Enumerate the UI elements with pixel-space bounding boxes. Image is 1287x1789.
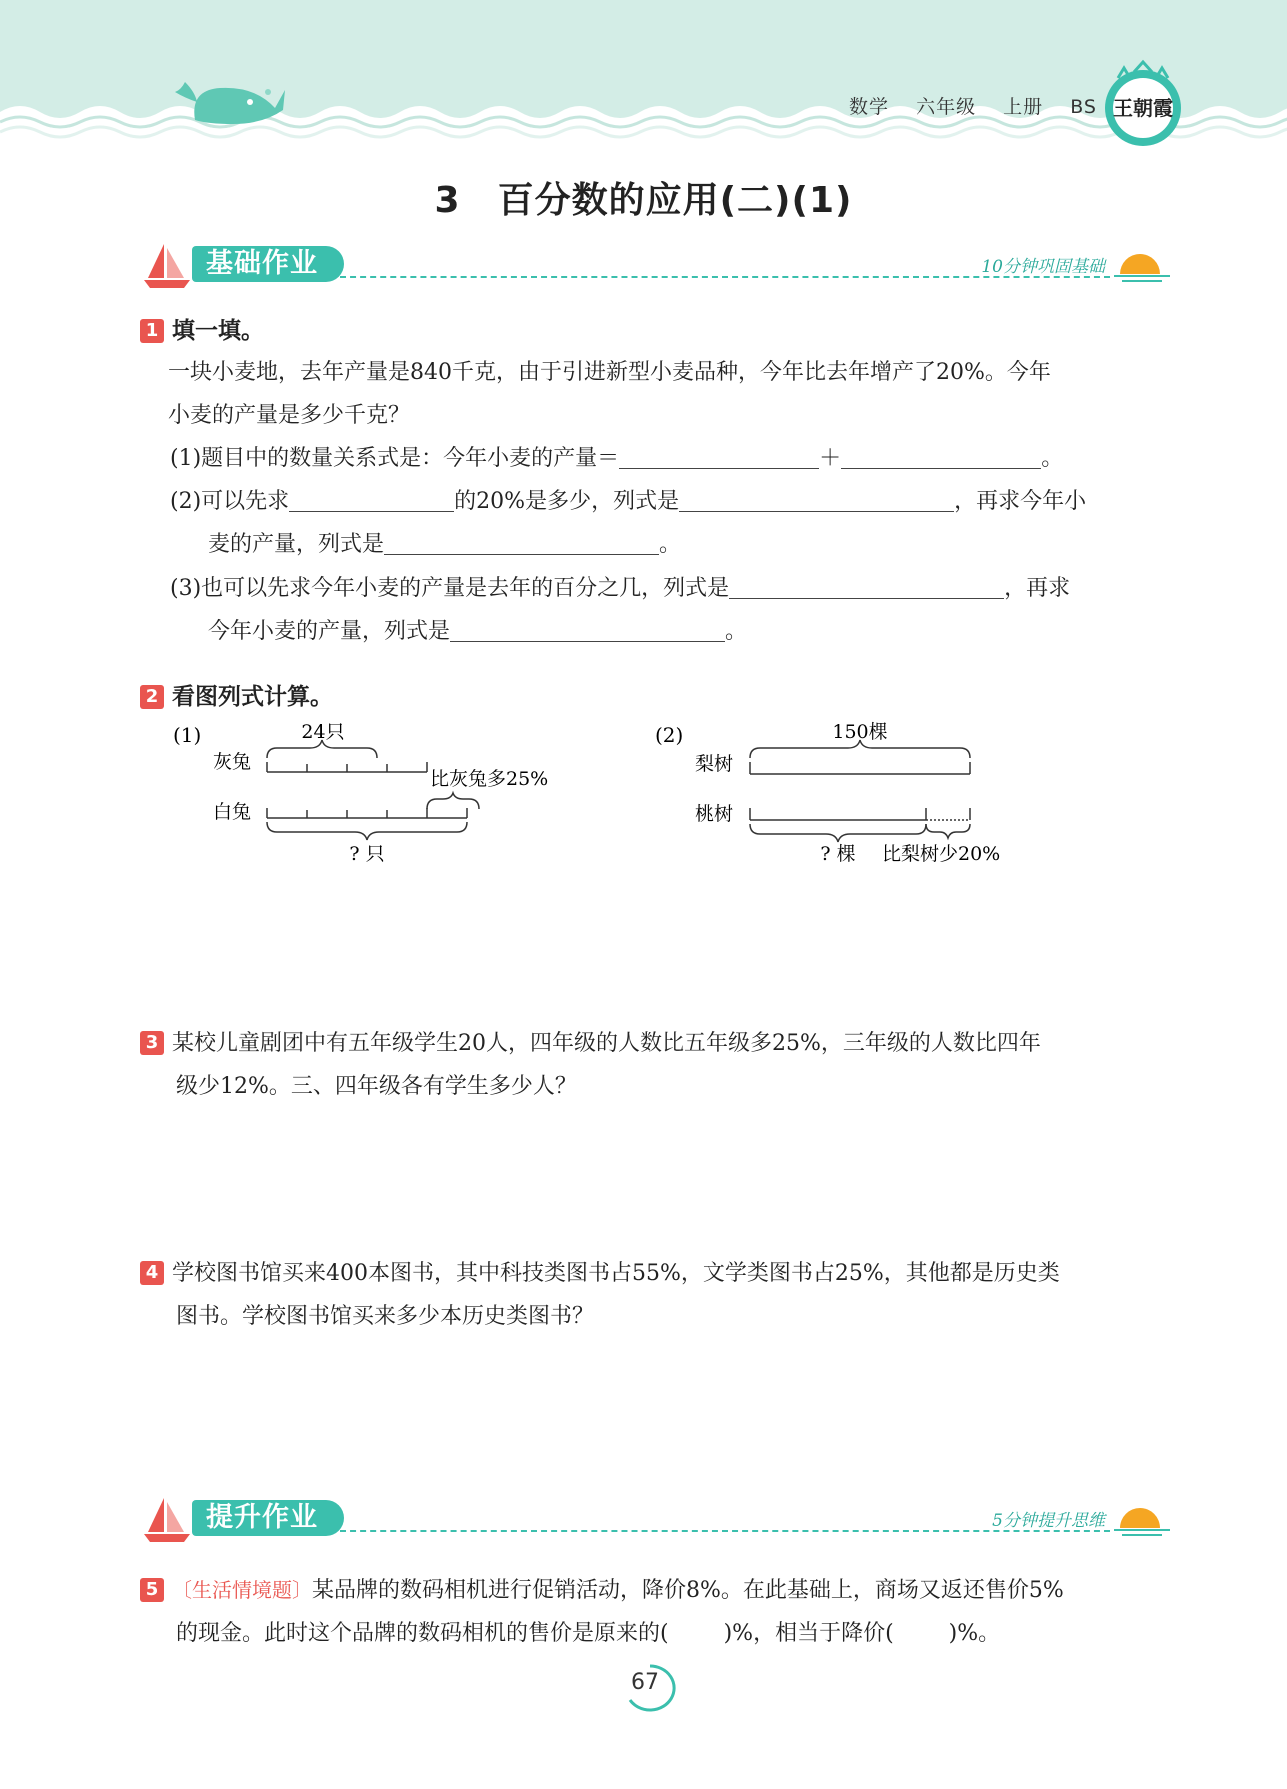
- brand-name: 王朝霞: [1113, 96, 1173, 120]
- answer-blank[interactable]: [619, 442, 819, 469]
- fig1-bottom-label: ? 只: [349, 843, 385, 865]
- sunset-icon: [1112, 244, 1172, 284]
- fig1-row1-label: 灰兔: [213, 751, 252, 773]
- fig2-note: 比梨树少20%: [882, 843, 1001, 865]
- question-number: 4: [140, 1261, 164, 1285]
- figure-label: (1): [173, 723, 202, 747]
- question-number: 3: [140, 1031, 164, 1055]
- q1-part2-cont: [208, 523, 681, 566]
- q1-part2-text: ，再求今年小: [954, 489, 1087, 514]
- figure-label: (2): [655, 723, 684, 747]
- period: 。: [725, 619, 748, 644]
- question-4: [140, 1252, 1060, 1295]
- q1-text-line1: 一块小麦地，去年产量是840千克，由于引进新型小麦品种，今年比去年增产了20%。今年: [168, 360, 1051, 385]
- sailboat-icon: [140, 1494, 194, 1546]
- q1-part2-text: 的20%是多少，列式是: [454, 489, 680, 514]
- q1-part2: [170, 480, 1086, 523]
- question-3: [140, 1022, 1041, 1065]
- section-basic-label: 基础作业: [192, 246, 344, 282]
- header-banner: [0, 0, 1287, 150]
- page-number: 67: [631, 1670, 659, 1695]
- q5-text: 的现金。此时这个品牌的数码相机的售价是原来的(: [176, 1621, 669, 1646]
- q1-part2-text: 麦的产量，列式是: [208, 532, 385, 557]
- section-advanced-label: 提升作业: [192, 1500, 344, 1536]
- answer-blank[interactable]: [289, 485, 454, 512]
- grade-label: 六年级: [916, 96, 977, 118]
- q5-text-line2: [176, 1612, 1000, 1655]
- q1-part3-text: ，再求: [1004, 576, 1071, 601]
- period: 。: [1041, 446, 1064, 471]
- section-basic: [140, 240, 1180, 292]
- volume-label: 上册: [1003, 96, 1044, 118]
- header-info: [829, 92, 1097, 119]
- answer-blank[interactable]: [841, 442, 1041, 469]
- answer-blank[interactable]: [384, 528, 659, 555]
- question-5: [140, 1569, 1064, 1612]
- q1-part2-text: (2)可以先求: [170, 489, 290, 514]
- q1-part1: [170, 437, 1063, 480]
- section-basic-hint: 10分钟巩固基础: [981, 257, 1105, 277]
- subject-label: 数学: [849, 96, 890, 118]
- q5-text: )%，相当于降价(: [723, 1621, 894, 1646]
- edition-label: BS: [1070, 96, 1097, 118]
- question-number: 5: [140, 1578, 164, 1602]
- q4-text-line2: 图书。学校图书馆买来多少本历史类图书？: [176, 1304, 595, 1329]
- fig1-row2-label: 白兔: [213, 801, 252, 823]
- question-title: 填一填。: [172, 318, 264, 344]
- q5-text-line1: 某品牌的数码相机进行促销活动，降价8%。在此基础上，商场又返还售价5%: [312, 1578, 1064, 1603]
- sunset-icon: [1112, 1498, 1172, 1538]
- fig2-bottom-label: ? 棵: [820, 843, 856, 865]
- q3-text-line2: 级少12%。三、四年级各有学生多少人？: [176, 1074, 577, 1099]
- q1-part3-text: 今年小麦的产量，列式是: [208, 619, 451, 644]
- q4-text-line1: 学校图书馆买来400本图书，其中科技类图书占55%，文学类图书占25%，其他都是历史类: [172, 1261, 1060, 1286]
- q1-part3-text: (3)也可以先求今年小麦的产量是去年的百分之几，列式是: [170, 576, 730, 601]
- sailboat-icon: [140, 240, 194, 292]
- answer-blank[interactable]: [729, 572, 1004, 599]
- section-advanced-hint: 5分钟提升思维: [992, 1511, 1105, 1531]
- question-number: 1: [140, 319, 164, 343]
- q1-part3-cont: [208, 610, 747, 653]
- brand-logo: [1100, 58, 1186, 150]
- fig1-top-label: 24只: [301, 721, 345, 743]
- page-title: 3 百分数的应用(二)(1): [434, 180, 853, 221]
- question-tag: 〔生活情境题〕: [172, 1578, 312, 1602]
- answer-blank[interactable]: [679, 485, 954, 512]
- fig2-row1-label: 梨树: [695, 753, 734, 775]
- question-2: [140, 678, 333, 711]
- plus-sign: ＋: [819, 446, 842, 471]
- section-advanced: [140, 1494, 1180, 1546]
- q5-text: )%。: [948, 1621, 1001, 1646]
- q1-text-line2: 小麦的产量是多少千克？: [168, 403, 411, 428]
- figure-2-segment-diagram: [650, 718, 1050, 868]
- q3-text-line1: 某校儿童剧团中有五年级学生20人，四年级的人数比五年级多25%，三年级的人数比四年: [172, 1031, 1041, 1056]
- answer-blank[interactable]: [450, 615, 725, 642]
- fig1-note: 比灰兔多25%: [430, 768, 549, 790]
- q1-part3: [170, 567, 1070, 610]
- question-1: [140, 312, 264, 345]
- fig2-row2-label: 桃树: [695, 803, 734, 825]
- question-title: 看图列式计算。: [172, 684, 333, 710]
- fig2-top-label: 150棵: [832, 721, 888, 743]
- question-number: 2: [140, 685, 164, 709]
- figure-1-segment-diagram: [165, 718, 585, 868]
- period: 。: [659, 532, 682, 557]
- q1-part1-text: (1)题目中的数量关系式是：今年小麦的产量＝: [170, 446, 620, 471]
